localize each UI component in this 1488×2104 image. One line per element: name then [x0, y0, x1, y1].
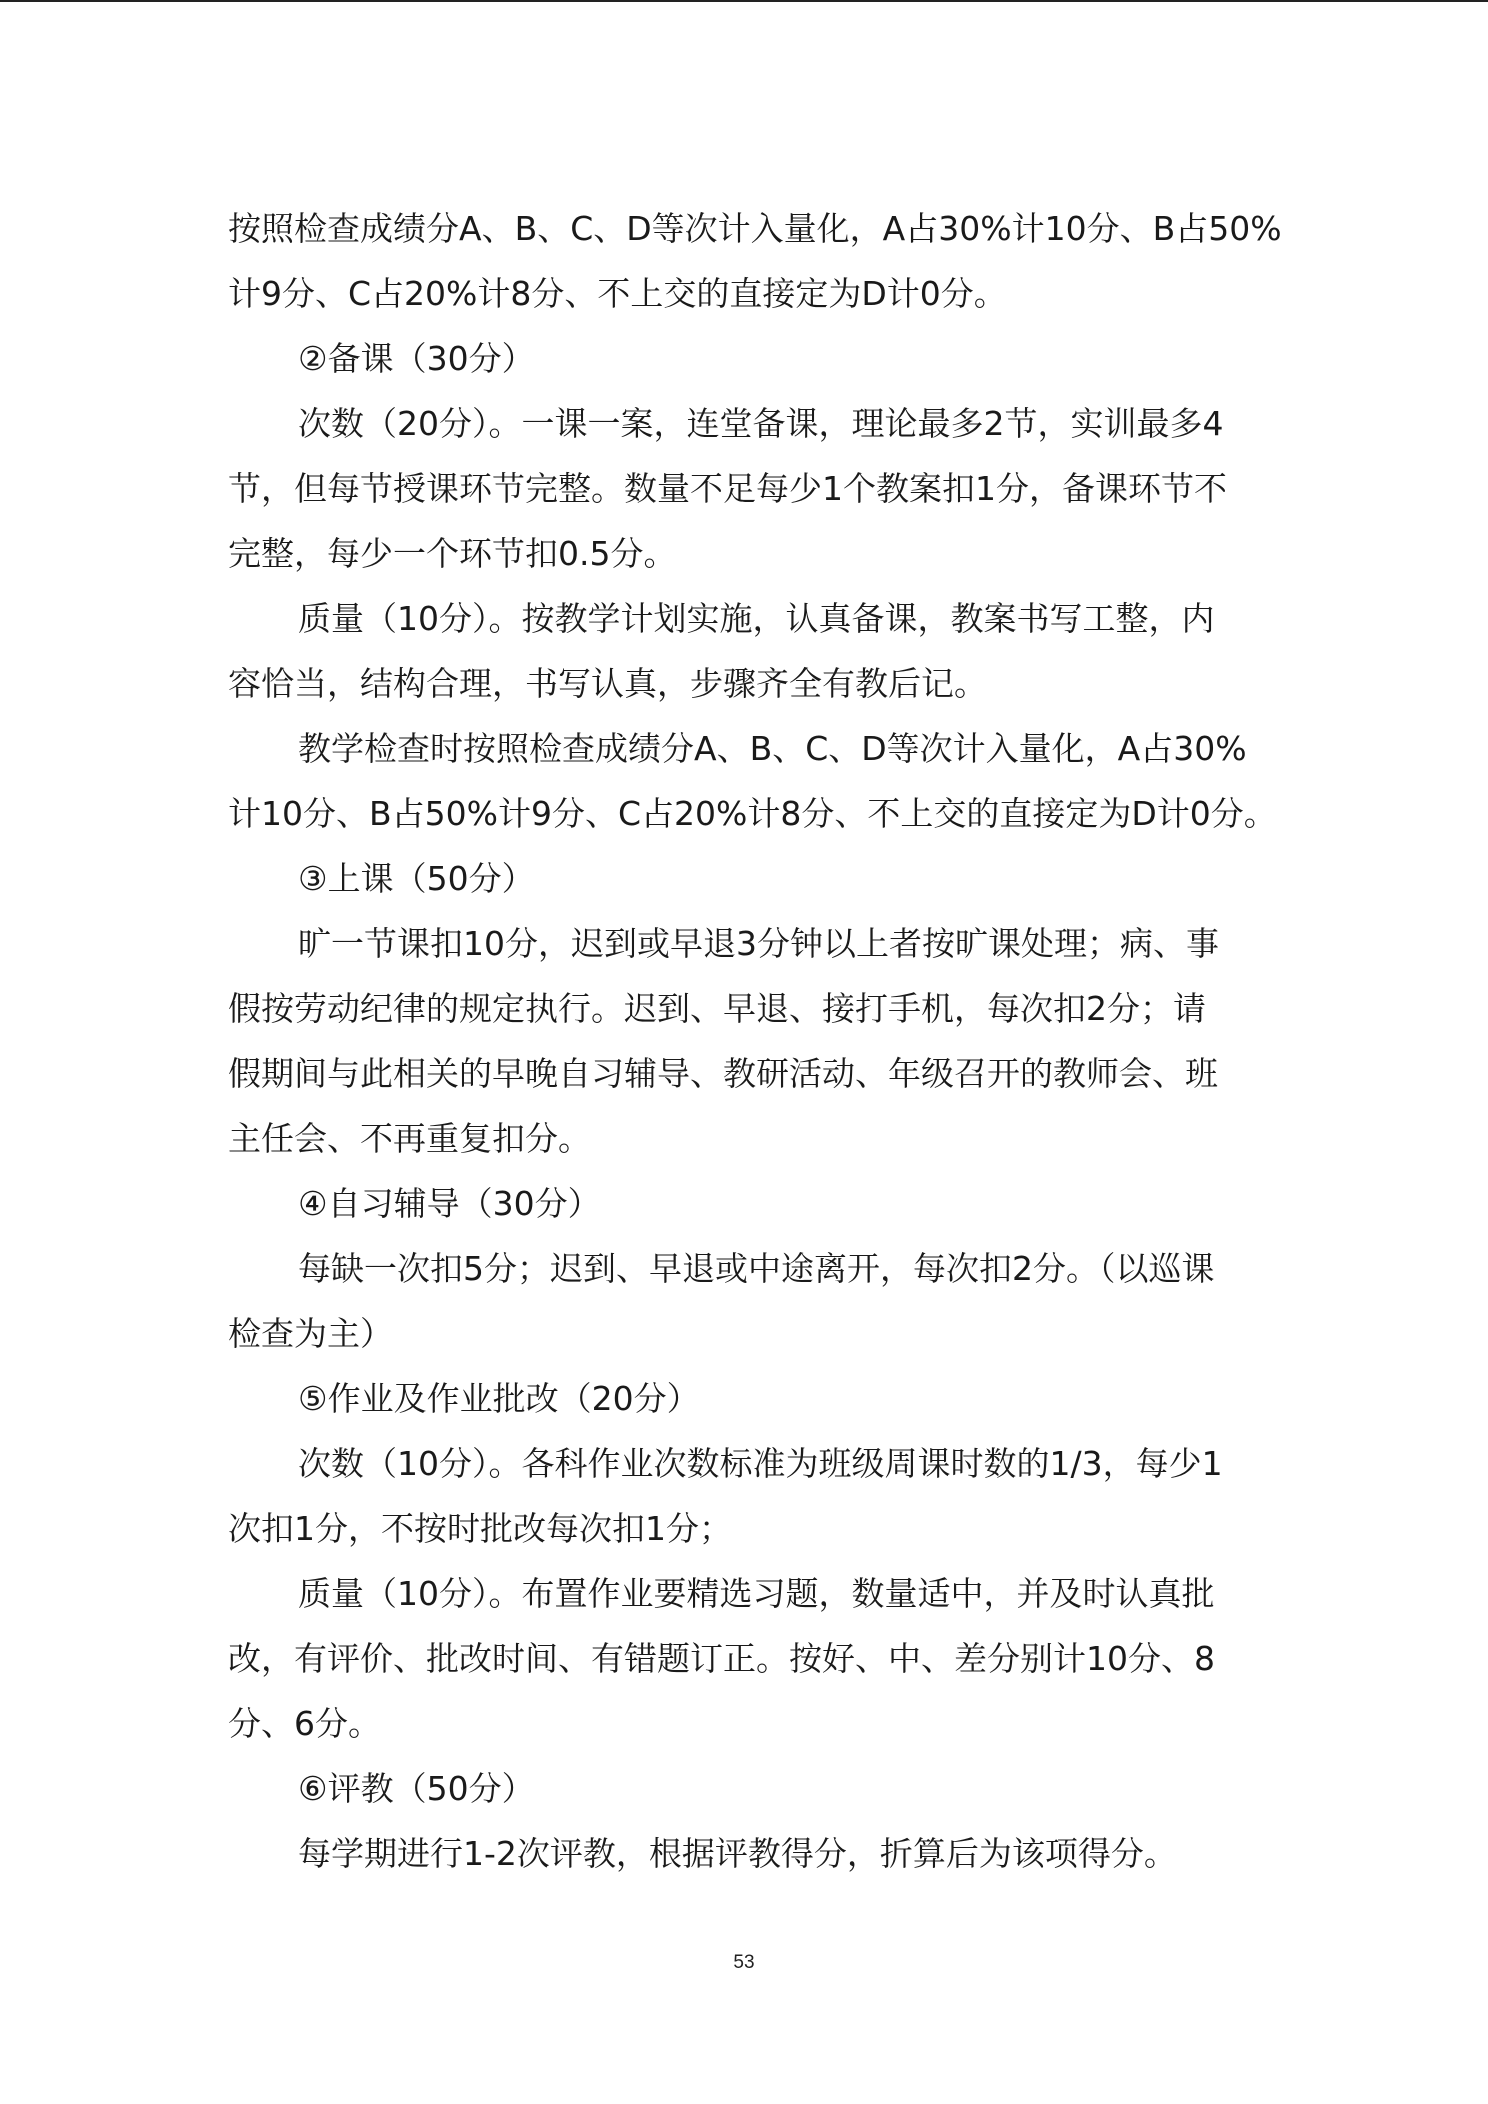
section-heading: ⑥评教（50分）	[298, 1769, 535, 1808]
paragraph-line: 假期间与此相关的早晚自习辅导、教研活动、年级召开的教师会、班	[228, 1054, 1218, 1093]
paragraph-line: 完整，每少一个环节扣0.5分。	[228, 534, 677, 573]
paragraph-line: 分、6分。	[228, 1704, 381, 1743]
paragraph-line: 次数（10分）。各科作业次数标准为班级周课时数的1/3，每少1	[298, 1444, 1223, 1483]
top-border-line	[0, 0, 1488, 2]
paragraph-line: 假按劳动纪律的规定执行。迟到、早退、接打手机，每次扣2分；请	[228, 989, 1206, 1028]
paragraph-line: 旷一节课扣10分，迟到或早退3分钟以上者按旷课处理；病、事	[298, 924, 1219, 963]
paragraph-line: 每学期进行1-2次评教，根据评教得分，折算后为该项得分。	[298, 1834, 1177, 1873]
paragraph-line: 次数（20分）。一课一案，连堂备课，理论最多2节，实训最多4	[298, 404, 1224, 443]
section-heading: ②备课（30分）	[298, 339, 535, 378]
paragraph-line: 按照检查成绩分A、B、C、D等次计入量化，A占30%计10分、B占50%	[228, 209, 1282, 248]
paragraph-line: 质量（10分）。按教学计划实施，认真备课，教案书写工整，内	[298, 599, 1215, 638]
section-heading: ⑤作业及作业批改（20分）	[298, 1379, 700, 1418]
paragraph-line: 计10分、B占50%计9分、C占20%计8分、不上交的直接定为D计0分。	[228, 794, 1277, 833]
paragraph-line: 节，但每节授课环节完整。数量不足每少1个教案扣1分，备课环节不	[228, 469, 1227, 508]
page-number: 53	[733, 1952, 755, 1973]
section-heading: ③上课（50分）	[298, 859, 535, 898]
paragraph-line: 主任会、不再重复扣分。	[228, 1119, 591, 1158]
paragraph-line: 次扣1分，不按时批改每次扣1分；	[228, 1509, 732, 1548]
section-heading: ④自习辅导（30分）	[298, 1184, 601, 1223]
paragraph-line: 容恰当，结构合理，书写认真，步骤齐全有教后记。	[228, 664, 987, 703]
paragraph-line: 每缺一次扣5分；迟到、早退或中途离开，每次扣2分。（以巡课	[298, 1249, 1215, 1288]
paragraph-line: 计9分、C占20%计8分、不上交的直接定为D计0分。	[228, 274, 1007, 313]
paragraph-line: 检查为主）	[228, 1314, 393, 1353]
paragraph-line: 质量（10分）。布置作业要精选习题，数量适中，并及时认真批	[298, 1574, 1215, 1613]
paragraph-line: 教学检查时按照检查成绩分A、B、C、D等次计入量化，A占30%	[298, 729, 1247, 768]
document-body	[228, 196, 1282, 1886]
paragraph-line: 改，有评价、批改时间、有错题订正。按好、中、差分别计10分、8	[228, 1639, 1215, 1678]
